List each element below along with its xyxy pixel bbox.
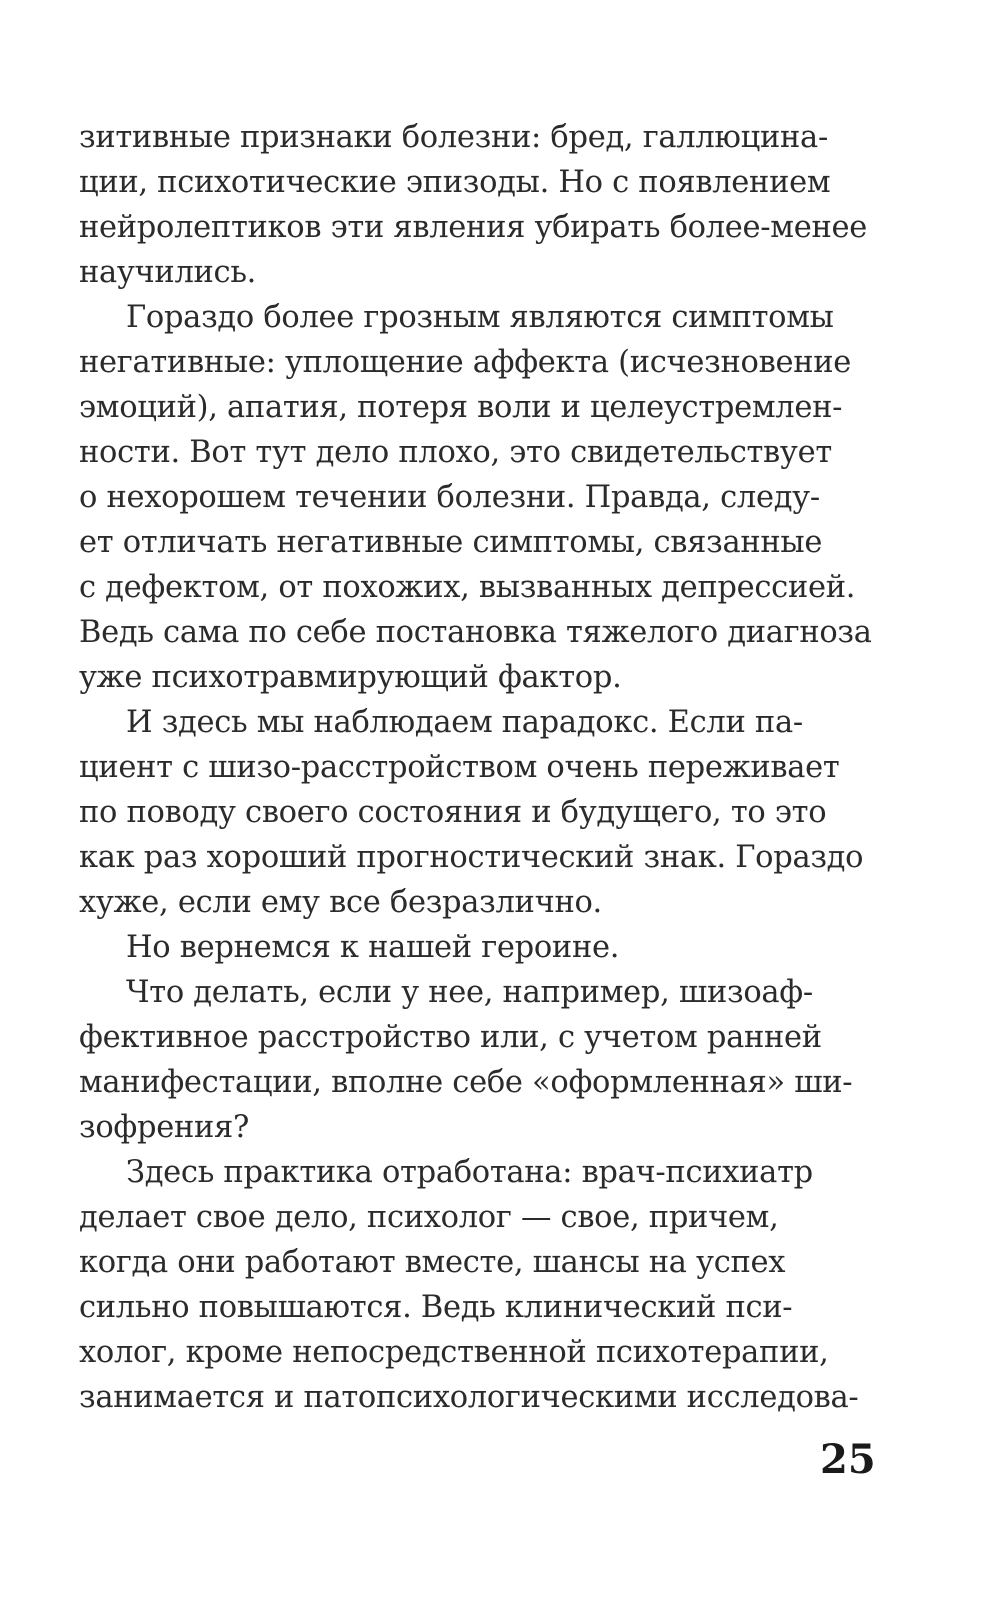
text-line: зитивные признаки болезни: бред, галлюцина- xyxy=(79,120,828,155)
text-line: циент с шизо-расстройством очень переживает xyxy=(79,750,840,785)
text-line: Здесь практика отработана: врач-психиатр xyxy=(126,1155,813,1190)
text-line: Ведь сама по себе постановка тяжелого диагноза xyxy=(79,615,872,650)
text-line: с дефектом, от похожих, вызванных депрессией. xyxy=(79,570,856,605)
text-line: делает свое дело, психолог — свое, причем, xyxy=(79,1200,779,1235)
text-line: ности. Вот тут дело плохо, это свидетельствует xyxy=(79,435,832,470)
text-line: зофрения? xyxy=(79,1110,249,1145)
text-line: ции, психотические эпизоды. Но с появлением xyxy=(79,165,831,200)
body-text xyxy=(79,115,872,1420)
text-line: научились. xyxy=(79,255,257,290)
text-line: ет отличать негативные симптомы, связанные xyxy=(79,525,823,560)
text-line: эмоций), апатия, потеря воли и целеустремлен- xyxy=(79,390,843,425)
text-line: нейролептиков эти явления убирать более-менее xyxy=(79,210,867,245)
text-line: манифестации, вполне себе «оформленная» ши- xyxy=(79,1065,853,1100)
text-line: холог, кроме непосредственной психотерапии, xyxy=(79,1335,829,1370)
page-number: 25 xyxy=(820,1436,876,1483)
text-line: И здесь мы наблюдаем парадокс. Если па- xyxy=(126,705,803,740)
text-line: сильно повышаются. Ведь клинический пси- xyxy=(79,1290,793,1325)
text-line: как раз хороший прогностический знак. Гораздо xyxy=(79,840,864,875)
text-line: о нехорошем течении болезни. Правда, следу- xyxy=(79,480,820,515)
text-line: хуже, если ему все безразлично. xyxy=(79,885,602,920)
text-line: Что делать, если у нее, например, шизоаф- xyxy=(126,975,813,1010)
text-line: Гораздо более грозным являются симптомы xyxy=(126,300,834,335)
text-line: когда они работают вместе, шансы на успех xyxy=(79,1245,786,1280)
text-line: уже психотравмирующий фактор. xyxy=(79,660,622,695)
text-line: фективное расстройство или, с учетом ранней xyxy=(79,1020,822,1055)
text-line: негативные: уплощение аффекта (исчезновение xyxy=(79,345,852,380)
text-line: по поводу своего состояния и будущего, то это xyxy=(79,795,827,830)
text-line: Но вернемся к нашей героине. xyxy=(126,930,620,965)
text-line: занимается и патопсихологическими исследова- xyxy=(79,1380,859,1415)
